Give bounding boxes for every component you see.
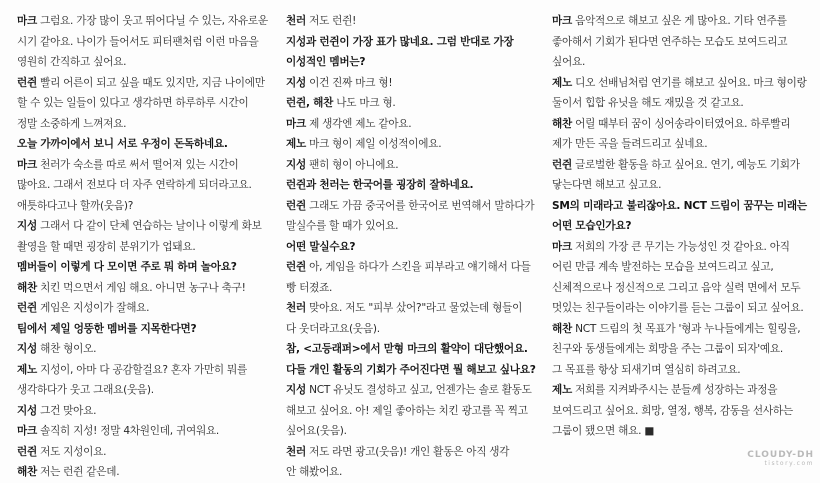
text-line <box>17 114 277 135</box>
line-text: 팬히 형이 아니에요. <box>305 158 399 171</box>
text-line <box>17 32 277 53</box>
speaker-name: 런쥔, 해찬 <box>286 97 334 109</box>
article-column-2 <box>286 11 548 483</box>
question-line: 이성적인 멤버는? <box>286 56 366 68</box>
line-text: 생각하다가 웃고 그래요(웃음). <box>17 384 154 396</box>
line-text: 저도 런쥔! <box>305 15 357 27</box>
speaker-name: 지성 <box>286 384 306 396</box>
line-text: 글로벌한 활동을 하고 싶어요. 연기, 예능도 기회가 <box>571 158 800 171</box>
line-text: NCT 드림의 첫 목표가 '형과 누나들에게는 힐링을, <box>571 322 801 335</box>
answer-line <box>17 278 277 299</box>
text-line <box>552 93 812 114</box>
line-text: 그럼요. 가장 많이 웃고 뛰어다닐 수 있는, 자유로운 <box>36 15 268 27</box>
line-text: NCT 유닛도 결성하고 싶고, 언젠가는 솔로 활동도 <box>305 384 532 396</box>
speaker-name: 해찬 <box>552 322 572 335</box>
line-text: 멋있는 친구들이라는 이야기를 듣는 그룹이 되고 싶어요. <box>552 302 804 314</box>
question-line: 다들 개인 활동의 기회가 주어진다면 뭘 해보고 싶나요? <box>286 363 536 376</box>
watermark <box>747 450 814 467</box>
line-text: 신체적으로나 정신적으로 그리고 음악 실력 면에서 모두 <box>552 281 801 294</box>
line-text: 맞아요. 저도 "피부 샀어?"라고 물었는데 형들이 <box>305 302 523 314</box>
answer-line <box>286 442 548 463</box>
line-text: 그래도 가끔 중국어를 한국어로 번역해서 말하다가 <box>305 199 535 212</box>
line-text: 아, 게임을 하다가 스킨을 피부라고 얘기해서 다들 <box>305 261 531 273</box>
line-text: 저도 라면 광고(웃음)! 개인 활동은 아직 생각 <box>305 445 510 458</box>
answer-line <box>286 155 548 176</box>
question-line: 어떤 모습인가요? <box>552 220 632 232</box>
line-text: 솔직히 지성! 정말 4차원인데, 귀여워요. <box>36 425 220 437</box>
line-text: 많아요. 그래서 전보다 더 자주 연락하게 되더라고요. <box>17 179 252 191</box>
speaker-name: 마크 <box>17 15 37 27</box>
text-line <box>17 52 277 73</box>
speaker-name: 해찬 <box>17 281 37 294</box>
line-text: 그래서 다 같이 단체 연습하는 날이나 이렇게 화보 <box>36 220 262 232</box>
answer-line <box>552 73 812 94</box>
line-text: 나도 마크 형. <box>333 97 396 109</box>
speaker-name: 마크 <box>552 240 572 253</box>
text-line <box>17 196 277 217</box>
line-text: 싶어요. <box>552 56 586 68</box>
speaker-name: 지성 <box>286 76 306 89</box>
line-text: 마크 형이 제일 이성적이에요. <box>305 138 442 150</box>
speaker-name: 런쥔 <box>17 445 37 458</box>
speaker-name: 제노 <box>17 363 37 376</box>
speaker-name: 해찬 <box>17 466 37 478</box>
line-text: 정말 소중하게 느껴져요. <box>17 117 127 130</box>
text-line <box>286 278 548 299</box>
speaker-name: 런쥔 <box>286 199 306 212</box>
line-text: 말실수를 할 때가 있어요. <box>286 220 399 232</box>
text-line <box>552 175 812 196</box>
answer-line <box>286 298 548 319</box>
answer-line <box>552 380 812 401</box>
line-text: 애틋하다고나 할까(웃음)? <box>17 199 134 212</box>
speaker-name: 제노 <box>286 138 306 150</box>
line-text: 다 웃더라고요(웃음). <box>286 322 380 335</box>
line-text: 할 수 있는 일들이 있다고 생각하면 하루하루 시간이 <box>17 97 249 109</box>
speaker-name: 천러 <box>286 15 306 27</box>
line-text: 제가 만든 곡을 들려드리고 싶네요. <box>552 138 708 150</box>
watermark-subtitle: tistory.com <box>764 460 814 467</box>
speaker-name: 천러 <box>286 445 306 458</box>
answer-line <box>17 73 277 94</box>
answer-line <box>286 73 548 94</box>
speaker-name: 런쥔 <box>552 158 572 171</box>
answer-line <box>552 237 812 258</box>
answer-line <box>286 11 548 32</box>
speaker-name: 런쥔 <box>17 76 37 89</box>
line-text: 보여드리고 싶어요. 희망, 열정, 행복, 감동을 선사하는 <box>552 404 793 417</box>
line-text: 어릴 때부터 꿈이 싱어송라이터였어요. 하루빨리 <box>571 117 791 130</box>
answer-line <box>17 11 277 32</box>
answer-line <box>17 401 277 422</box>
text-line <box>552 421 812 442</box>
line-text: 치킨 먹으면서 게임 해요. 아니면 농구나 축구! <box>36 281 246 294</box>
text-line <box>552 339 812 360</box>
line-text: 안 해봤어요. <box>286 466 343 478</box>
line-text: 둘이서 힙합 유닛을 해도 재밌을 것 같고요. <box>552 97 744 109</box>
answer-line <box>17 216 277 237</box>
text-line <box>286 216 548 237</box>
line-text: 친구와 동생들에게는 희망을 주는 그룹이 되자'예요. <box>552 343 784 355</box>
line-text: 그건 맞아요. <box>36 404 97 417</box>
line-text: 제 생각엔 제노 같아요. <box>305 117 412 130</box>
text-line <box>552 360 812 381</box>
answer-line <box>286 380 548 401</box>
speaker-name: 마크 <box>552 15 572 27</box>
line-text: 디오 선배님처럼 연기를 해보고 싶어요. 마크 형이랑 <box>571 76 807 89</box>
line-text: 좋아해서 기회가 된다면 연주하는 모습도 보여드리고 <box>552 35 788 48</box>
speaker-name: 지성 <box>17 220 37 232</box>
line-text: 이건 진짜 마크 형! <box>305 76 393 89</box>
line-text: 게임은 지성이가 잘해요. <box>36 302 150 314</box>
text-line <box>17 380 277 401</box>
answer-line <box>17 462 277 483</box>
speaker-name: 지성 <box>286 158 306 171</box>
text-line <box>17 237 277 258</box>
answer-line <box>552 155 812 176</box>
answer-line <box>286 134 548 155</box>
answer-line <box>17 339 277 360</box>
speaker-name: 제노 <box>552 384 572 396</box>
line-text: 지성이, 아마 다 공감할걸요? 혼자 가만히 뭐를 <box>36 363 247 376</box>
answer-line <box>286 93 548 114</box>
speaker-name: 지성 <box>17 404 37 417</box>
speaker-name: 제노 <box>552 76 572 89</box>
text-line <box>17 93 277 114</box>
speaker-name: 천러 <box>286 302 306 314</box>
article-column-1 <box>17 11 277 483</box>
answer-line <box>17 442 277 463</box>
speaker-name: 해찬 <box>552 117 572 130</box>
answer-line <box>552 114 812 135</box>
speaker-name: 마크 <box>17 425 37 437</box>
speaker-name: 런쥔 <box>286 261 306 273</box>
line-text: 빨리 어른이 되고 싶을 때도 있지만, 지금 나이에만 <box>36 76 265 89</box>
line-text: 천러가 숙소를 따로 써서 떨어져 있는 시간이 <box>36 158 239 171</box>
speaker-name: 마크 <box>286 117 306 130</box>
watermark-title: CLOUDY-DH <box>747 450 814 460</box>
question-line: SM의 미래라고 불리잖아요. NCT 드림이 꿈꾸는 미래는 <box>552 199 807 212</box>
text-line <box>286 462 548 483</box>
line-text: 빵 터졌죠. <box>286 281 333 294</box>
answer-line <box>552 11 812 32</box>
line-text: 어린 만큼 계속 발전하는 모습을 보여드리고 싶고, <box>552 261 774 273</box>
question-line: 런쥔과 천러는 한국어를 굉장히 잘하네요. <box>286 179 474 191</box>
line-text: 촬영을 할 때면 굉장히 분위기가 업돼요. <box>17 240 196 253</box>
answer-line <box>552 319 812 340</box>
line-text: 음악적으로 해보고 싶은 게 많아요. 기타 연주를 <box>571 15 787 27</box>
text-line <box>552 298 812 319</box>
text-line <box>552 401 812 422</box>
text-line <box>552 32 812 53</box>
text-line <box>552 52 812 73</box>
answer-line <box>17 421 277 442</box>
line-text: 닿는다면 해보고 싶고요. <box>552 179 662 191</box>
question-line: 팀에서 제일 엉뚱한 멤버를 지목한다면? <box>17 322 197 335</box>
line-text: 저는 런쥔 같은데. <box>36 466 120 478</box>
text-line <box>286 421 548 442</box>
question-line: 멤버들이 이렇게 다 모이면 주로 뭐 하며 놀아요? <box>17 261 237 273</box>
line-text: 해보고 싶어요. 아! 제일 좋아하는 치킨 광고를 꼭 찍고 <box>286 404 528 417</box>
question-line: 오늘 가까이에서 보니 서로 우정이 돈독하네요. <box>17 138 228 150</box>
line-text: 그 목표를 항상 되새기며 열심히 하려고요. <box>552 363 741 376</box>
answer-line <box>286 114 548 135</box>
answer-line <box>17 298 277 319</box>
line-text: 싶어요(웃음). <box>286 425 347 437</box>
line-text: 영원히 간직하고 싶어요. <box>17 56 127 68</box>
text-line <box>552 257 812 278</box>
text-line <box>17 175 277 196</box>
answer-line <box>17 360 277 381</box>
question-line: 지성과 런쥔이 가장 표가 많네요. 그럼 반대로 가장 <box>286 35 514 48</box>
line-text: 저희를 지켜봐주시는 분들께 성장하는 과정을 <box>571 384 778 396</box>
answer-line <box>286 196 548 217</box>
answer-line <box>286 257 548 278</box>
text-line <box>552 134 812 155</box>
line-text: 해찬 형이오. <box>36 343 97 355</box>
answer-line <box>17 155 277 176</box>
line-text: 저희의 가장 큰 무기는 가능성인 것 같아요. 아직 <box>571 240 790 253</box>
line-text: 그룹이 됐으면 해요. ■ <box>552 425 655 437</box>
line-text: 시기 같아요. 나이가 들어서도 피터팬처럼 이런 마음을 <box>17 35 259 48</box>
text-line <box>286 401 548 422</box>
speaker-name: 런쥔 <box>17 302 37 314</box>
question-line: 어떤 말실수요? <box>286 240 356 253</box>
text-line <box>552 278 812 299</box>
text-line <box>286 319 548 340</box>
question-line: 참, <고등래퍼>에서 맏형 마크의 활약이 대단했어요. <box>286 343 528 355</box>
speaker-name: 마크 <box>17 158 37 171</box>
article-column-3 <box>552 11 812 442</box>
speaker-name: 지성 <box>17 343 37 355</box>
line-text: 저도 지성이요. <box>36 445 107 458</box>
